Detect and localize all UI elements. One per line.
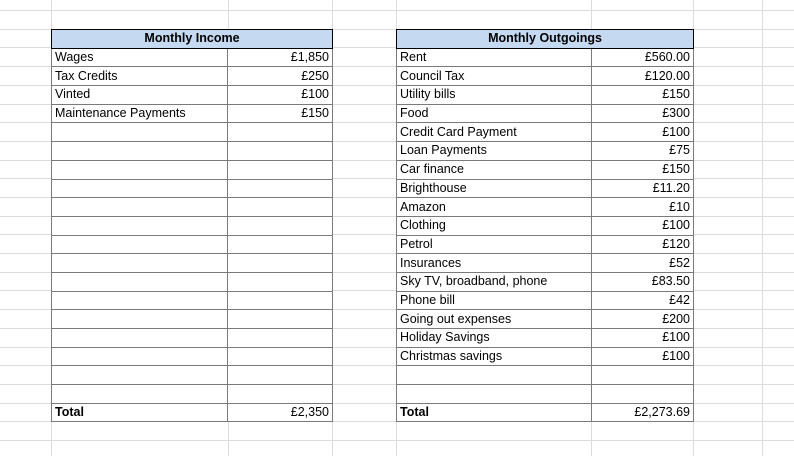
income-amount-cell[interactable]: [228, 366, 333, 385]
income-amount-cell[interactable]: [228, 272, 333, 291]
income-amount-cell[interactable]: [228, 385, 333, 404]
outgoings-amount-cell[interactable]: £120.00: [592, 67, 694, 86]
outgoings-amount-cell[interactable]: £10: [592, 198, 694, 217]
income-row: [52, 104, 333, 123]
income-amount-cell[interactable]: [228, 160, 333, 179]
income-total-amount[interactable]: £2,350: [228, 403, 333, 422]
outgoings-row: [397, 216, 694, 235]
income-label-cell[interactable]: [52, 310, 228, 329]
outgoings-row: [397, 67, 694, 86]
outgoings-row: [397, 198, 694, 217]
outgoings-header[interactable]: Monthly Outgoings: [397, 30, 694, 49]
income-amount-cell[interactable]: £1,850: [228, 48, 333, 67]
income-row: [52, 272, 333, 291]
outgoings-total-label[interactable]: Total: [397, 403, 592, 422]
income-amount-cell[interactable]: [228, 329, 333, 348]
income-amount-cell[interactable]: [228, 198, 333, 217]
income-row: [52, 123, 333, 142]
outgoings-amount-cell[interactable]: £75: [592, 142, 694, 161]
income-row: [52, 216, 333, 235]
outgoings-amount-cell[interactable]: £52: [592, 254, 694, 273]
outgoings-row: [397, 235, 694, 254]
outgoings-row: [397, 104, 694, 123]
income-amount-cell[interactable]: [228, 235, 333, 254]
income-label-cell[interactable]: Wages: [52, 48, 228, 67]
income-label-cell[interactable]: [52, 272, 228, 291]
income-amount-cell[interactable]: [228, 123, 333, 142]
income-label-cell[interactable]: [52, 179, 228, 198]
income-amount-cell[interactable]: [228, 179, 333, 198]
outgoings-row: [397, 254, 694, 273]
income-amount-cell[interactable]: [228, 310, 333, 329]
income-label-cell[interactable]: [52, 385, 228, 404]
income-label-cell[interactable]: Maintenance Payments: [52, 104, 228, 123]
outgoings-label-cell[interactable]: Going out expenses: [397, 310, 592, 329]
outgoings-label-cell[interactable]: Council Tax: [397, 67, 592, 86]
income-row: [52, 179, 333, 198]
outgoings-amount-cell[interactable]: £100: [592, 347, 694, 366]
income-total-label[interactable]: Total: [52, 403, 228, 422]
outgoings-row: [397, 142, 694, 161]
income-amount-cell[interactable]: [228, 347, 333, 366]
outgoings-row: [397, 272, 694, 291]
income-row: [52, 86, 333, 105]
income-label-cell[interactable]: [52, 254, 228, 273]
outgoings-amount-cell[interactable]: £100: [592, 216, 694, 235]
outgoings-amount-cell[interactable]: £100: [592, 329, 694, 348]
income-amount-cell[interactable]: £150: [228, 104, 333, 123]
outgoings-row: [397, 179, 694, 198]
outgoings-label-cell[interactable]: Food: [397, 104, 592, 123]
outgoings-amount-cell[interactable]: £42: [592, 291, 694, 310]
outgoings-amount-cell[interactable]: £150: [592, 86, 694, 105]
income-table: [51, 29, 333, 422]
outgoings-row: [397, 123, 694, 142]
outgoings-row: [397, 160, 694, 179]
gridline-col: [762, 0, 763, 456]
income-row: [52, 347, 333, 366]
income-row: [52, 198, 333, 217]
income-amount-cell[interactable]: [228, 291, 333, 310]
outgoings-row: [397, 385, 694, 404]
outgoings-label-cell[interactable]: Sky TV, broadband, phone: [397, 272, 592, 291]
outgoings-amount-cell[interactable]: £200: [592, 310, 694, 329]
income-amount-cell[interactable]: [228, 254, 333, 273]
income-label-cell[interactable]: [52, 347, 228, 366]
income-label-cell[interactable]: [52, 160, 228, 179]
outgoings-amount-cell[interactable]: £11.20: [592, 179, 694, 198]
outgoings-row: [397, 291, 694, 310]
outgoings-row: [397, 347, 694, 366]
income-row: [52, 310, 333, 329]
outgoings-label-cell[interactable]: Clothing: [397, 216, 592, 235]
outgoings-row: [397, 329, 694, 348]
outgoings-label-cell[interactable]: Rent: [397, 48, 592, 67]
outgoings-label-cell[interactable]: Utility bills: [397, 86, 592, 105]
outgoings-row: [397, 86, 694, 105]
income-row: [52, 329, 333, 348]
outgoings-label-cell[interactable]: Amazon: [397, 198, 592, 217]
outgoings-label-cell[interactable]: Christmas savings: [397, 347, 592, 366]
outgoings-amount-cell[interactable]: £83.50: [592, 272, 694, 291]
income-row: [52, 160, 333, 179]
outgoings-row: [397, 48, 694, 67]
income-header[interactable]: Monthly Income: [52, 30, 333, 49]
income-amount-cell[interactable]: [228, 142, 333, 161]
income-label-cell[interactable]: [52, 329, 228, 348]
outgoings-label-cell[interactable]: [397, 366, 592, 385]
outgoings-label-cell[interactable]: Credit Card Payment: [397, 123, 592, 142]
outgoings-amount-cell[interactable]: £100: [592, 123, 694, 142]
gridline-row: [0, 10, 794, 11]
income-label-cell[interactable]: [52, 235, 228, 254]
income-amount-cell[interactable]: £250: [228, 67, 333, 86]
income-label-cell[interactable]: [52, 216, 228, 235]
outgoings-amount-cell[interactable]: £120: [592, 235, 694, 254]
income-row: [52, 254, 333, 273]
income-row: [52, 366, 333, 385]
outgoings-label-cell[interactable]: [397, 385, 592, 404]
income-amount-cell[interactable]: [228, 216, 333, 235]
outgoings-row: [397, 366, 694, 385]
income-amount-cell[interactable]: £100: [228, 86, 333, 105]
outgoings-label-cell[interactable]: Brighthouse: [397, 179, 592, 198]
outgoings-amount-cell[interactable]: £560.00: [592, 48, 694, 67]
income-total-row: [52, 403, 333, 422]
outgoings-label-cell[interactable]: Car finance: [397, 160, 592, 179]
outgoings-row: [397, 310, 694, 329]
income-label-cell[interactable]: [52, 366, 228, 385]
outgoings-total-amount[interactable]: £2,273.69: [592, 403, 694, 422]
income-label-cell[interactable]: [52, 142, 228, 161]
income-label-cell[interactable]: Tax Credits: [52, 67, 228, 86]
income-row: [52, 385, 333, 404]
income-label-cell[interactable]: Vinted: [52, 86, 228, 105]
income-row: [52, 67, 333, 86]
outgoings-amount-cell[interactable]: [592, 366, 694, 385]
outgoings-label-cell[interactable]: Petrol: [397, 235, 592, 254]
income-label-cell[interactable]: [52, 291, 228, 310]
income-row: [52, 291, 333, 310]
outgoings-table: [396, 29, 694, 422]
outgoings-amount-cell[interactable]: £150: [592, 160, 694, 179]
outgoings-total-row: [397, 403, 694, 422]
income-row: [52, 142, 333, 161]
income-row: [52, 48, 333, 67]
income-label-cell[interactable]: [52, 198, 228, 217]
outgoings-label-cell[interactable]: Loan Payments: [397, 142, 592, 161]
outgoings-amount-cell[interactable]: £300: [592, 104, 694, 123]
outgoings-label-cell[interactable]: Holiday Savings: [397, 329, 592, 348]
outgoings-label-cell[interactable]: Insurances: [397, 254, 592, 273]
outgoings-amount-cell[interactable]: [592, 385, 694, 404]
income-label-cell[interactable]: [52, 123, 228, 142]
outgoings-label-cell[interactable]: Phone bill: [397, 291, 592, 310]
income-row: [52, 235, 333, 254]
gridline-row: [0, 440, 794, 441]
